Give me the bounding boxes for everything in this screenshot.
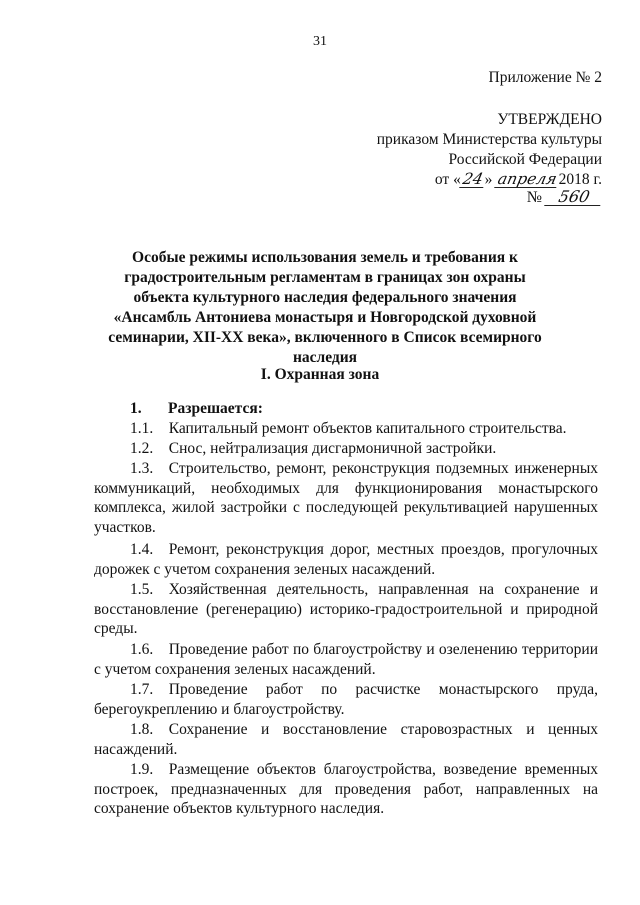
date-mid: » (484, 171, 493, 188)
paragraph-1-1: 1.1. Капитальный ремонт объектов капитального строительства. (130, 420, 567, 437)
date-month-handwritten: апреля (496, 170, 559, 188)
appendix-label: Приложение № 2 (488, 69, 602, 86)
paragraph-1-3: 1.3. Строительство, ремонт, реконструкция подземных инженерных коммуникаций, необходимых для функционирования монастырского комплекса, жилой застройки с последующей рекультивацией нарушенных участков. (94, 460, 598, 536)
date-day-handwritten: 24 (461, 170, 485, 188)
paragraph-1-8: 1.8. Сохранение и восстановление старовозрастных и ценных насаждений. (94, 721, 598, 758)
ministry-line: Российской Федерации (448, 151, 602, 168)
date-prefix: от « (434, 171, 461, 188)
paragraph-1-4: 1.4. Ремонт, реконструкция дорог, местных проездов, прогулочных дорожек с учетом сохранения зеленых насаждений. (94, 541, 598, 578)
document-title: Особые режимы использования земель и требования к градостроительным регламентам в границах зон охраны объекта культурного наследия федерального значения «Ансамбль Антониева монастыря и Новгородской духовной семинарии, XII-XX века», включенного в Список всемирного наследия (108, 249, 542, 366)
paragraph-1-6: 1.6. Проведение работ по благоустройству и озеленению территории с учетом сохранения зеленых насаждений. (94, 641, 598, 678)
order-number-line (527, 188, 602, 208)
section-title: I. Охранная зона (260, 366, 380, 383)
number-prefix: № (526, 189, 542, 206)
paragraph-1-7: 1.7. Проведение работ по расчистке монастырского пруда, берегоукреплению и благоустройству. (94, 681, 598, 718)
date-suffix: 2018 г. (558, 171, 602, 188)
paragraph-1-2: 1.2. Снос, нейтрализация дисгармоничной застройки. (130, 440, 497, 457)
page-number: 31 (313, 34, 327, 49)
order-number-handwritten: 560 (544, 189, 604, 206)
approved-label: УТВЕРЖДЕНО (497, 111, 602, 128)
item-heading: Разрешается: (168, 400, 263, 417)
paragraph-1-5: 1.5. Хозяйственная деятельность, направленная на сохранение и восстановление (регенерацию) историко-градостроительной и природной среды. (94, 581, 598, 638)
item-number: 1. (130, 400, 142, 417)
order-by-line: приказом Министерства культуры (376, 131, 602, 148)
paragraph-1-9: 1.9. Размещение объектов благоустройства, возведение временных построек, предназначенных для проведения работ, направленных на сохранение объектов культурного наследия. (94, 761, 598, 818)
